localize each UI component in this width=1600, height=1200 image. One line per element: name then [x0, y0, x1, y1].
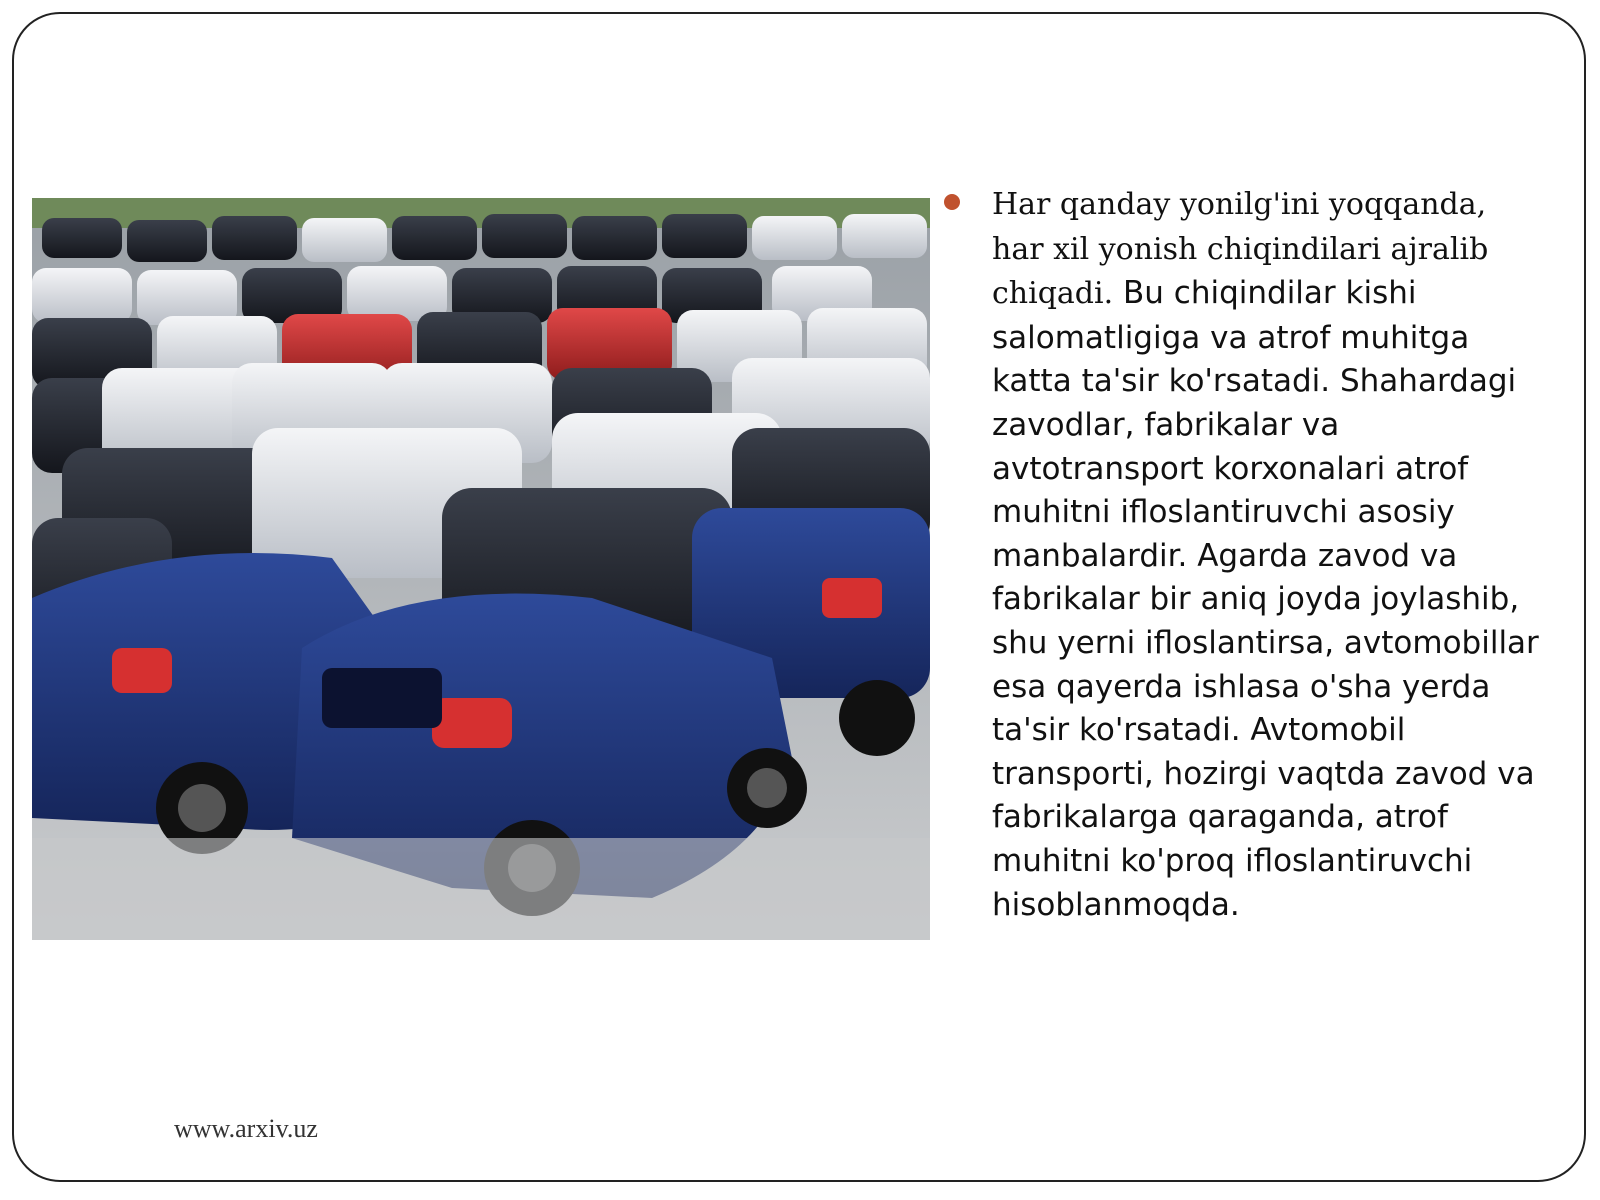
bullet-text-serif: Har qanday yonilg'ini yoqqanda, har xil yonish chiqindilari ajralib chiqadi.	[992, 187, 1489, 312]
bullet-text-sans: Bu chiqindilar kishi salomatligiga va atrof muhitga katta ta'sir ko'rsatadi. Shahardagi zavodlar, fabrikalar va avtotransport korxonalari atrof muhitni ifloslantiruvchi asosiy manbalardir. Agarda zavod va fabrikalar bir aniq joyda joylashib, shu yerni ifloslantirsa, avtomobillar esa qayerda ishlasa o'sha yerda ta'sir ko'rsatadi. Avtomobil transporti, hozirgi vaqtda zavod va fabrikalarga qaraganda, atrof muhitni ko'proq ifloslantiruvchi hisoblanmoqda.	[992, 275, 1539, 923]
bullet-paragraph	[992, 182, 1544, 926]
bullet-dot-icon	[944, 194, 960, 210]
parking-lot-cars-photo-icon	[32, 198, 930, 940]
cars-parking-lot-photo	[32, 198, 930, 940]
slide	[12, 12, 1586, 1182]
footer-website: www.arxiv.uz	[174, 1114, 318, 1143]
